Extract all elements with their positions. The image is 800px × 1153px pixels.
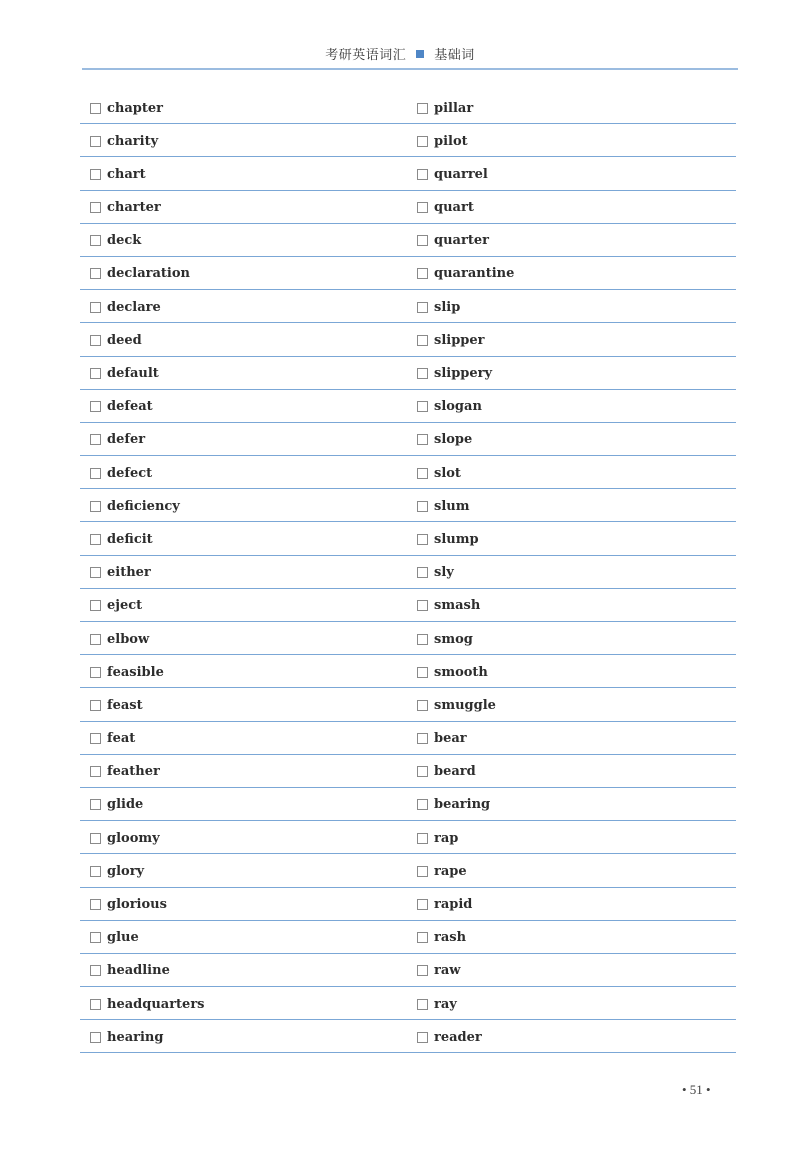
checkbox-icon[interactable] — [417, 202, 428, 213]
word-item-right — [417, 298, 460, 316]
word-item-left — [90, 995, 205, 1013]
word-row — [0, 257, 800, 290]
word-item-right — [417, 896, 472, 914]
word-item-right — [417, 696, 496, 714]
word-label: charter — [107, 200, 161, 216]
word-row — [0, 357, 800, 390]
word-row — [0, 755, 800, 788]
checkbox-icon[interactable] — [417, 335, 428, 346]
word-item-left — [90, 298, 161, 316]
checkbox-icon[interactable] — [90, 235, 101, 246]
word-item-left — [90, 597, 142, 615]
word-label: glorious — [107, 897, 167, 912]
checkbox-icon[interactable] — [90, 833, 101, 844]
page-number: • 51 • — [682, 1082, 711, 1097]
word-list — [0, 91, 800, 1053]
word-row — [0, 589, 800, 622]
word-row — [0, 954, 800, 987]
word-item-left — [90, 630, 149, 648]
checkbox-icon[interactable] — [90, 501, 101, 512]
word-item-left — [90, 199, 161, 217]
checkbox-icon[interactable] — [90, 103, 101, 114]
word-label: quart — [434, 200, 474, 216]
word-item-right — [417, 232, 489, 250]
word-label: declaration — [107, 266, 190, 282]
word-item-right — [417, 199, 474, 217]
word-item-left — [90, 431, 145, 449]
checkbox-icon[interactable] — [417, 932, 428, 943]
word-label: feast — [107, 697, 143, 713]
checkbox-icon[interactable] — [90, 600, 101, 611]
word-row — [0, 854, 800, 887]
word-item-left — [90, 464, 152, 482]
word-item-right — [417, 564, 454, 582]
word-label: glory — [107, 863, 145, 879]
word-label: smog — [434, 631, 473, 647]
checkbox-icon[interactable] — [90, 169, 101, 180]
word-label: either — [107, 565, 151, 581]
checkbox-icon[interactable] — [417, 667, 428, 678]
word-row — [0, 987, 800, 1020]
checkbox-icon[interactable] — [417, 866, 428, 877]
checkbox-icon[interactable] — [417, 235, 428, 246]
checkbox-icon[interactable] — [90, 733, 101, 744]
word-row — [0, 91, 800, 124]
checkbox-icon[interactable] — [417, 501, 428, 512]
word-item-left — [90, 530, 153, 548]
word-label: quarantine — [434, 266, 515, 282]
checkbox-icon[interactable] — [90, 999, 101, 1010]
word-label: defeat — [107, 399, 153, 415]
word-label: raw — [434, 963, 461, 979]
word-item-left — [90, 929, 139, 947]
word-label: default — [107, 366, 159, 381]
checkbox-icon[interactable] — [90, 866, 101, 877]
word-label: slope — [434, 432, 473, 448]
word-label: smooth — [434, 664, 488, 680]
word-label: quarter — [434, 233, 489, 249]
checkbox-icon[interactable] — [90, 335, 101, 346]
checkbox-icon[interactable] — [90, 799, 101, 810]
word-item-left — [90, 862, 144, 880]
word-row — [0, 423, 800, 456]
word-item-right — [417, 431, 472, 449]
checkbox-icon[interactable] — [90, 401, 101, 412]
word-item-left — [90, 829, 160, 847]
word-label: beard — [434, 764, 476, 780]
word-row — [0, 323, 800, 356]
checkbox-icon[interactable] — [417, 434, 428, 445]
word-label: rape — [434, 863, 467, 879]
word-label: deficit — [107, 531, 153, 547]
checkbox-icon[interactable] — [90, 634, 101, 645]
word-item-right — [417, 99, 473, 117]
row-divider — [80, 1052, 736, 1053]
word-row — [0, 1020, 800, 1053]
checkbox-icon[interactable] — [417, 899, 428, 910]
word-item-left — [90, 663, 164, 681]
checkbox-icon[interactable] — [90, 932, 101, 943]
checkbox-icon[interactable] — [90, 667, 101, 678]
word-row — [0, 821, 800, 854]
word-row — [0, 688, 800, 721]
word-label: sly — [434, 565, 454, 581]
word-item-right — [417, 365, 492, 383]
word-row — [0, 224, 800, 257]
word-label: smash — [434, 598, 481, 614]
checkbox-icon[interactable] — [90, 468, 101, 479]
word-item-left — [90, 763, 160, 781]
word-item-left — [90, 564, 151, 582]
checkbox-icon[interactable] — [417, 766, 428, 777]
word-label: feat — [107, 731, 136, 747]
word-row — [0, 655, 800, 688]
checkbox-icon[interactable] — [417, 169, 428, 180]
word-label: feasible — [107, 664, 164, 680]
word-row — [0, 888, 800, 921]
word-label: glue — [107, 930, 139, 946]
checkbox-icon[interactable] — [90, 202, 101, 213]
checkbox-icon[interactable] — [90, 268, 101, 279]
word-item-right — [417, 1028, 482, 1046]
word-label: eject — [107, 598, 143, 614]
word-item-left — [90, 165, 146, 183]
word-label: hearing — [107, 1029, 164, 1045]
checkbox-icon[interactable] — [417, 833, 428, 844]
word-label: slump — [434, 531, 479, 547]
word-item-right — [417, 398, 482, 416]
checkbox-icon[interactable] — [417, 733, 428, 744]
word-label: headquarters — [107, 996, 205, 1012]
word-item-right — [417, 995, 457, 1013]
word-label: rap — [434, 830, 459, 846]
word-item-right — [417, 331, 485, 349]
word-row — [0, 290, 800, 323]
word-item-right — [417, 763, 476, 781]
word-row — [0, 722, 800, 755]
word-item-right — [417, 929, 466, 947]
checkbox-icon[interactable] — [417, 999, 428, 1010]
checkbox-icon[interactable] — [90, 302, 101, 313]
word-item-left — [90, 1028, 163, 1046]
word-label: slogan — [434, 399, 482, 415]
word-label: chart — [107, 166, 146, 182]
word-row — [0, 390, 800, 423]
word-row — [0, 556, 800, 589]
word-label: bearing — [434, 797, 491, 813]
word-row — [0, 489, 800, 522]
checkbox-icon[interactable] — [90, 434, 101, 445]
word-item-left — [90, 132, 158, 150]
word-item-left — [90, 497, 180, 515]
word-label: gloomy — [107, 830, 160, 846]
word-item-right — [417, 663, 488, 681]
word-label: feather — [107, 764, 160, 780]
word-item-right — [417, 530, 479, 548]
word-row — [0, 788, 800, 821]
word-label: chapter — [107, 100, 164, 116]
word-item-left — [90, 331, 142, 349]
checkbox-icon[interactable] — [417, 634, 428, 645]
word-row — [0, 124, 800, 157]
word-item-left — [90, 696, 143, 714]
checkbox-icon[interactable] — [90, 534, 101, 545]
word-item-left — [90, 265, 190, 283]
checkbox-icon[interactable] — [90, 136, 101, 147]
word-item-left — [90, 232, 141, 250]
word-label: declare — [107, 299, 161, 315]
word-row — [0, 456, 800, 489]
word-item-right — [417, 497, 469, 515]
word-item-right — [417, 265, 514, 283]
page-header — [0, 44, 800, 63]
checkbox-icon[interactable] — [417, 268, 428, 279]
word-item-left — [90, 896, 167, 914]
checkbox-icon[interactable] — [417, 534, 428, 545]
checkbox-icon[interactable] — [90, 1032, 101, 1043]
word-label: rash — [434, 930, 467, 946]
checkbox-icon[interactable] — [90, 965, 101, 976]
word-label: defect — [107, 465, 153, 481]
checkbox-icon[interactable] — [417, 965, 428, 976]
word-row — [0, 921, 800, 954]
checkbox-icon[interactable] — [417, 368, 428, 379]
word-item-right — [417, 597, 480, 615]
header-subtitle: 基础词 — [434, 48, 475, 63]
checkbox-icon[interactable] — [90, 368, 101, 379]
word-label: slum — [434, 498, 470, 514]
header-divider — [82, 68, 738, 70]
word-item-right — [417, 132, 468, 150]
word-label: slip — [434, 299, 461, 315]
word-label: ray — [434, 996, 457, 1012]
word-item-right — [417, 962, 460, 980]
checkbox-icon[interactable] — [90, 700, 101, 711]
word-label: deed — [107, 332, 142, 348]
word-label: slippery — [434, 366, 493, 381]
word-label: pilot — [434, 133, 468, 149]
header-title: 考研英语词汇 — [325, 48, 407, 63]
word-label: glide — [107, 797, 144, 813]
checkbox-icon[interactable] — [417, 1032, 428, 1043]
checkbox-icon[interactable] — [417, 567, 428, 578]
word-label: rapid — [434, 897, 473, 912]
word-label: elbow — [107, 631, 150, 647]
word-item-right — [417, 796, 490, 814]
checkbox-icon[interactable] — [417, 700, 428, 711]
word-label: quarrel — [434, 166, 488, 182]
word-item-right — [417, 829, 458, 847]
checkbox-icon[interactable] — [417, 468, 428, 479]
checkbox-icon[interactable] — [90, 567, 101, 578]
word-item-right — [417, 464, 461, 482]
word-label: deck — [107, 233, 142, 249]
checkbox-icon[interactable] — [90, 899, 101, 910]
word-row — [0, 157, 800, 190]
word-item-right — [417, 730, 467, 748]
word-item-left — [90, 365, 159, 383]
word-label: headline — [107, 963, 170, 979]
checkbox-icon[interactable] — [417, 103, 428, 114]
word-label: slipper — [434, 332, 485, 348]
word-item-left — [90, 962, 170, 980]
word-row — [0, 622, 800, 655]
word-item-right — [417, 165, 488, 183]
word-row — [0, 191, 800, 224]
word-label: defer — [107, 432, 146, 448]
word-item-right — [417, 630, 473, 648]
word-item-left — [90, 99, 163, 117]
word-row — [0, 522, 800, 555]
word-item-left — [90, 796, 143, 814]
checkbox-icon[interactable] — [417, 600, 428, 611]
word-label: smuggle — [434, 697, 496, 713]
checkbox-icon[interactable] — [417, 136, 428, 147]
checkbox-icon[interactable] — [90, 766, 101, 777]
word-label: slot — [434, 465, 461, 481]
word-item-left — [90, 730, 135, 748]
word-label: charity — [107, 133, 159, 149]
checkbox-icon[interactable] — [417, 302, 428, 313]
word-label: pillar — [434, 100, 474, 116]
word-item-right — [417, 862, 467, 880]
word-label: reader — [434, 1029, 482, 1045]
word-label: bear — [434, 731, 467, 747]
word-item-left — [90, 398, 153, 416]
word-label: deficiency — [107, 498, 180, 514]
square-bullet-icon — [416, 50, 424, 58]
checkbox-icon[interactable] — [417, 799, 428, 810]
checkbox-icon[interactable] — [417, 401, 428, 412]
